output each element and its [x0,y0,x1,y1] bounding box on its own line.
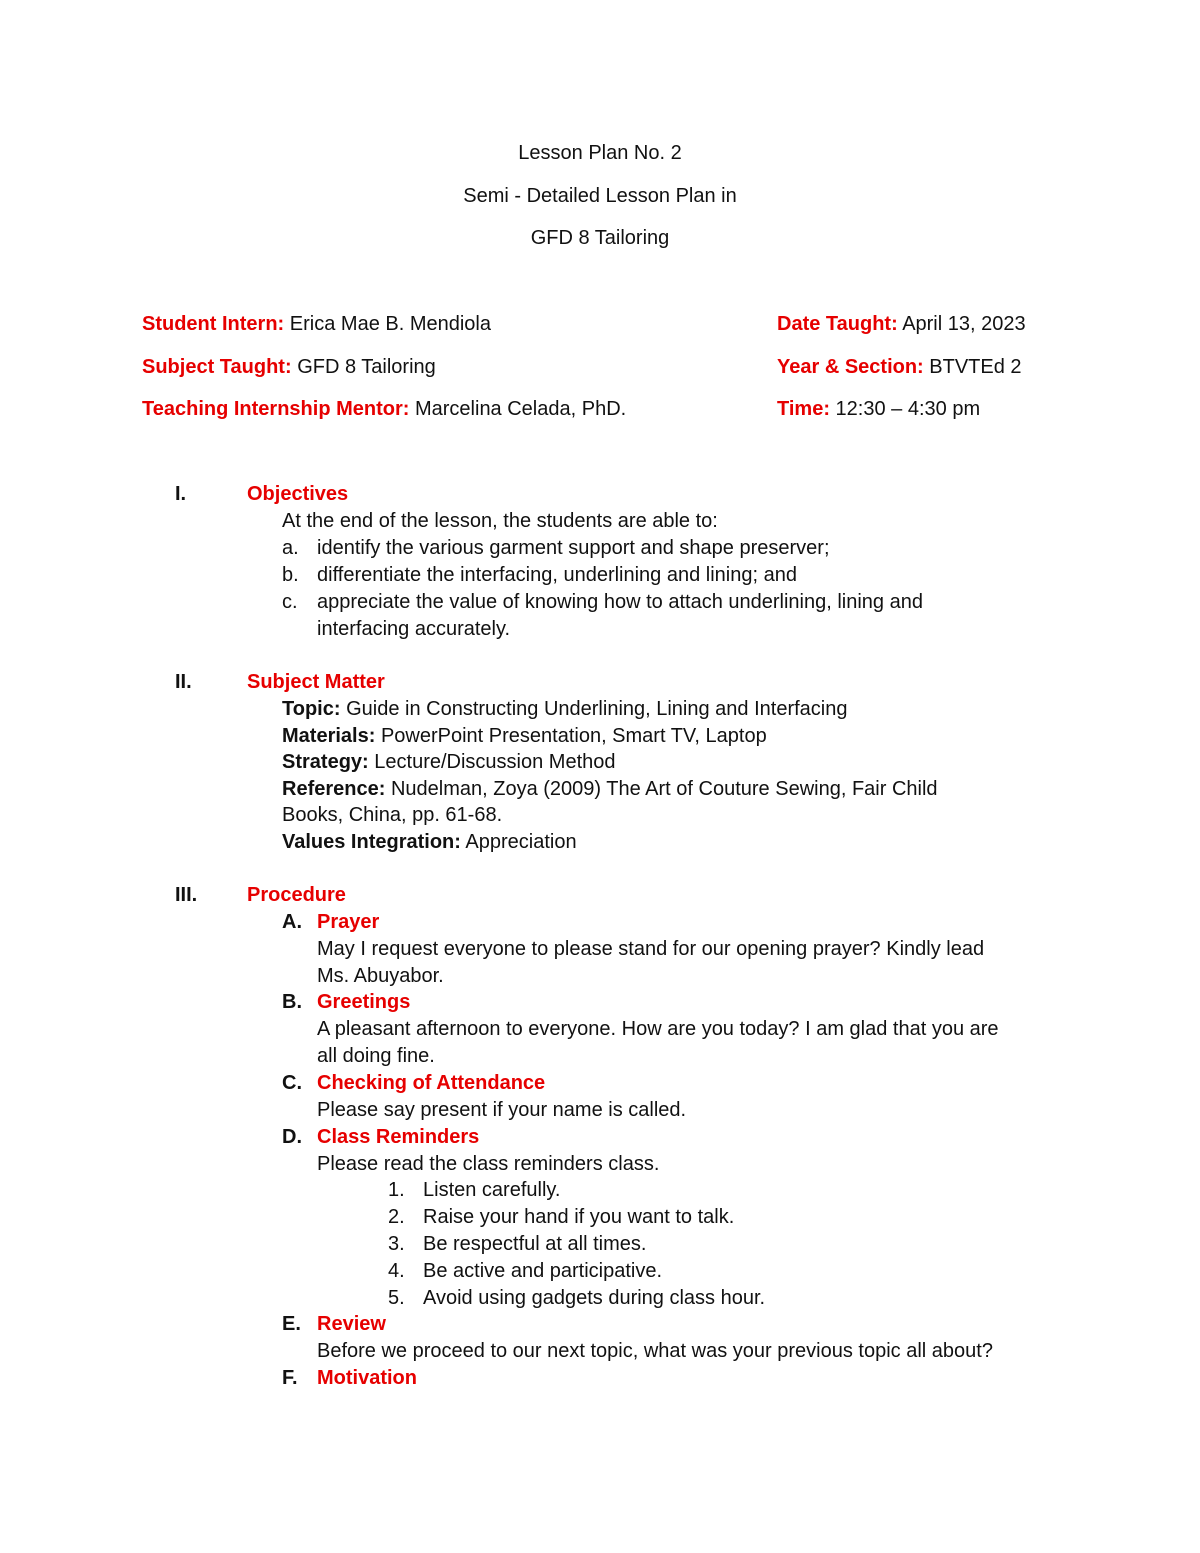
objective-item: differentiate the interfacing, underlining and lining; and [317,564,797,586]
date-taught-row [777,313,1026,336]
objective-marker: b. [282,564,299,586]
step-title-review: Review [317,1313,386,1335]
values-row [282,829,577,856]
procedure-numeral: III. [175,884,198,906]
date-taught-value: April 13, 2023 [902,313,1026,335]
step-letter: D. [282,1126,302,1148]
plan-type-title: Semi - Detailed Lesson Plan in [463,185,737,207]
year-section-value: BTVTEd 2 [929,356,1022,378]
reminder-item: Listen carefully. [423,1179,561,1201]
step-letter: A. [282,911,302,933]
step-text: all doing fine. [317,1045,435,1067]
subject-matter-numeral: II. [175,671,192,693]
course-title: GFD 8 Tailoring [530,227,670,249]
reminder-item: Avoid using gadgets during class hour. [423,1287,766,1309]
step-letter: C. [282,1072,302,1094]
subject-taught-label: Subject Taught: [142,356,292,378]
reminder-item: Raise your hand if you want to talk. [423,1206,735,1228]
objective-marker: a. [282,537,299,559]
strategy-row [282,749,616,776]
step-letter: F. [282,1367,298,1389]
objective-item: identify the various garment support and shape preserver; [317,537,830,559]
reminder-item: Be respectful at all times. [423,1233,647,1255]
objectives-intro: At the end of the lesson, the students are able to: [282,510,718,532]
date-taught-label: Date Taught: [777,313,898,335]
mentor-value: Marcelina Celada, PhD. [414,398,627,420]
materials-value: PowerPoint Presentation, Smart TV, Laptop [380,725,767,747]
reference-value: Nudelman, Zoya (2009) The Art of Couture Sewing, Fair Child [390,778,938,800]
step-text: May I request everyone to please stand for our opening prayer? Kindly lead [317,938,985,960]
materials-row [282,723,767,750]
step-title-greetings: Greetings [317,991,411,1013]
mentor-label: Teaching Internship Mentor: [142,398,410,420]
topic-row [282,696,848,723]
topic-label: Topic: [282,698,341,720]
reminder-number: 3. [388,1233,405,1255]
strategy-value: Lecture/Discussion Method [374,751,616,773]
step-text: Please read the class reminders class. [317,1153,660,1175]
objective-marker: c. [282,591,298,613]
step-title-attendance: Checking of Attendance [317,1072,546,1094]
time-label: Time: [777,398,830,420]
student-intern-label: Student Intern: [142,313,285,335]
subject-taught-row [142,356,436,379]
year-section-row [777,356,1022,379]
objective-item: appreciate the value of knowing how to attach underlining, lining and [317,591,923,613]
subject-taught-value: GFD 8 Tailoring [297,356,436,378]
objectives-numeral: I. [175,483,187,505]
mentor-row [142,398,626,421]
student-intern-value: Erica Mae B. Mendiola [289,313,491,335]
step-text: Ms. Abuyabor. [317,965,444,987]
step-text: A pleasant afternoon to everyone. How are you today? I am glad that you are [317,1018,999,1040]
step-title-prayer: Prayer [317,911,380,933]
step-title-motivation: Motivation [317,1367,417,1389]
objective-item-continuation: interfacing accurately. [317,618,511,640]
reference-label: Reference: [282,778,386,800]
student-intern-row [142,313,491,336]
reference-row [282,776,938,803]
values-value: Appreciation [465,831,577,853]
reference-continuation: Books, China, pp. 61-68. [282,804,503,826]
values-label: Values Integration: [282,831,461,853]
time-value: 12:30 – 4:30 pm [835,398,981,420]
year-section-label: Year & Section: [777,356,924,378]
objectives-heading: Objectives [247,483,349,505]
subject-matter-heading: Subject Matter [247,671,385,693]
topic-value: Guide in Constructing Underlining, Lining and Interfacing [346,698,848,720]
step-letter: B. [282,991,302,1013]
lesson-plan-number: Lesson Plan No. 2 [518,142,682,164]
reminder-number: 2. [388,1206,405,1228]
procedure-heading: Procedure [247,884,346,906]
reminder-number: 4. [388,1260,405,1282]
time-row [777,398,980,421]
reminder-number: 1. [388,1179,405,1201]
step-text: Please say present if your name is called. [317,1099,687,1121]
reminder-item: Be active and participative. [423,1260,663,1282]
reminder-number: 5. [388,1287,405,1309]
step-title-class-reminders: Class Reminders [317,1126,480,1148]
strategy-label: Strategy: [282,751,369,773]
materials-label: Materials: [282,725,376,747]
step-text: Before we proceed to our next topic, what was your previous topic all about? [317,1340,993,1362]
step-letter: E. [282,1313,301,1335]
